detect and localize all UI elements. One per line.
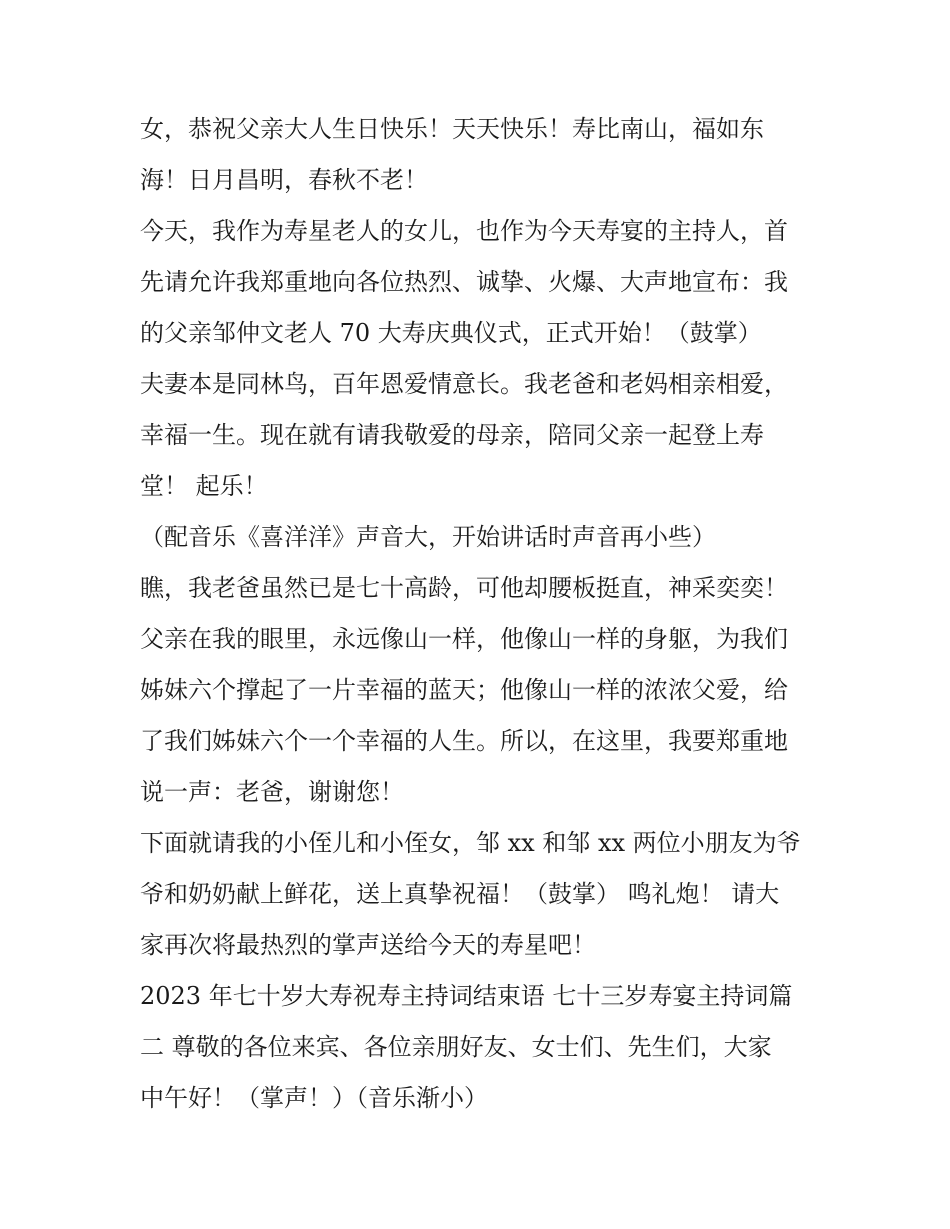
text-line: 爷和奶奶献上鲜花，送上真挚祝福！（鼓掌） 鸣礼炮！ 请大 <box>140 880 780 908</box>
text-line: 海！日月昌明，春秋不老！ <box>140 166 428 194</box>
text-line: 先请允许我郑重地向各位热烈、诚挚、火爆、大声地宣布：我 <box>140 268 788 296</box>
text-line: 说一声：老爸，谢谢您！ <box>140 778 404 806</box>
text-line: 中午好！（掌声！）（音乐渐小） <box>140 1084 488 1112</box>
document-body <box>140 104 820 1124</box>
text-line: （配音乐《喜洋洋》声音大，开始讲话时声音再小些） <box>140 523 716 551</box>
text-line: 家再次将最热烈的掌声送给今天的寿星吧！ <box>140 931 596 959</box>
text-line: 的父亲邹仲文老人 70 大寿庆典仪式，正式开始！（鼓掌） <box>140 319 762 347</box>
text-line: 二 尊敬的各位来宾、各位亲朋好友、女士们、先生们，大家 <box>140 1033 772 1061</box>
text-line: 2023 年七十岁大寿祝寿主持词结束语 七十三岁寿宴主持词篇 <box>140 982 793 1010</box>
text-line: 堂！ 起乐！ <box>140 472 268 500</box>
text-line: 姊妹六个撑起了一片幸福的蓝天；他像山一样的浓浓父爱，给 <box>140 676 788 704</box>
text-line: 幸福一生。现在就有请我敬爱的母亲，陪同父亲一起登上寿 <box>140 421 764 449</box>
text-line: 了我们姊妹六个一个幸福的人生。所以，在这里，我要郑重地 <box>140 727 788 755</box>
text-line: 父亲在我的眼里，永远像山一样，他像山一样的身躯，为我们 <box>140 625 788 653</box>
text-line: 下面就请我的小侄儿和小侄女，邹 xx 和邹 xx 两位小朋友为爷 <box>140 829 801 857</box>
text-line: 女，恭祝父亲大人生日快乐！天天快乐！寿比南山，福如东 <box>140 115 764 143</box>
text-line: 今天，我作为寿星老人的女儿，也作为今天寿宴的主持人，首 <box>140 217 788 245</box>
text-line: 瞧，我老爸虽然已是七十高龄，可他却腰板挺直，神采奕奕！ <box>140 574 788 602</box>
text-line: 夫妻本是同林鸟，百年恩爱情意长。我老爸和老妈相亲相爱， <box>140 370 788 398</box>
